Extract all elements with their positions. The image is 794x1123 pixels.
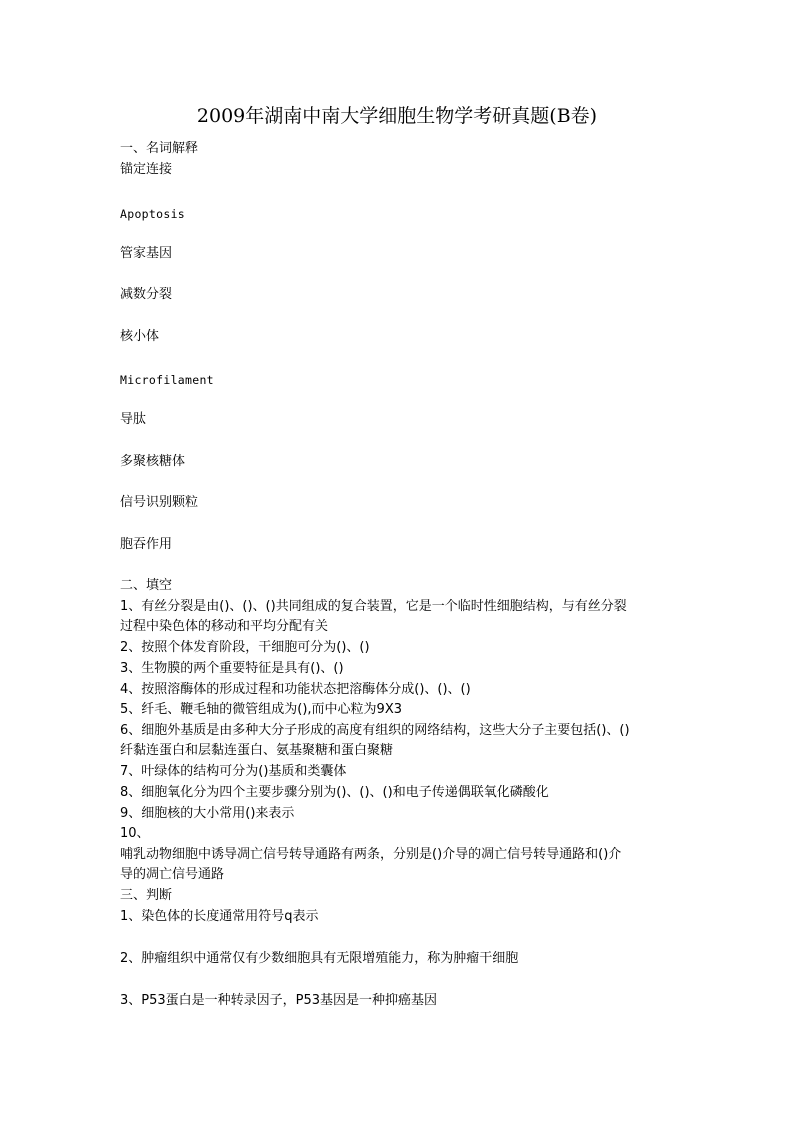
fill-line: 9、细胞核的大小常用()来表示	[120, 806, 295, 821]
fill-line: 2、按照个体发育阶段，干细胞可分为()、()	[120, 640, 370, 655]
fill-line: 3、生物膜的两个重要特征是具有()、()	[120, 661, 344, 676]
fill-line: 哺乳动物细胞中诱导凋亡信号转导通路有两条，分别是()介导的凋亡信号转导通路和()介	[120, 847, 622, 862]
section-heading-judge: 三、判断	[120, 888, 173, 903]
term-item: 减数分裂	[120, 287, 173, 302]
term-item: 管家基因	[120, 246, 173, 261]
term-item: Apoptosis	[120, 207, 186, 221]
term-item: 导肽	[120, 412, 147, 427]
judge-item: 2、肿瘤组织中通常仅有少数细胞具有无限增殖能力，称为肿瘤干细胞	[120, 951, 519, 966]
fill-line: 7、叶绿体的结构可分为()基质和类囊体	[120, 764, 347, 779]
fill-line: 过程中染色体的移动和平均分配有关	[120, 619, 329, 634]
fill-line: 6、细胞外基质是由多种大分子形成的高度有组织的网络结构，这些大分子主要包括()、()	[120, 723, 630, 738]
judge-item: 3、P53蛋白是一种转录因子，P53基因是一种抑癌基因	[120, 993, 438, 1008]
term-item: 信号识别颗粒	[120, 495, 199, 510]
section-heading-fill: 二、填空	[120, 578, 173, 593]
fill-line: 10、	[120, 826, 150, 841]
fill-line: 5、纤毛、鞭毛轴的微管组成为(),而中心粒为9X3	[120, 702, 402, 717]
fill-line: 4、按照溶酶体的形成过程和功能状态把溶酶体分成()、()、()	[120, 682, 471, 697]
term-item: 胞吞作用	[120, 537, 173, 552]
term-item: 核小体	[120, 329, 160, 344]
page-title: 2009年湖南中南大学细胞生物学考研真题(B卷)	[196, 105, 598, 127]
term-item: 锚定连接	[120, 162, 173, 177]
fill-line: 1、有丝分裂是由()、()、()共同组成的复合装置，它是一个临时性细胞结构，与有丝分裂	[120, 599, 627, 614]
term-item: 多聚核糖体	[120, 454, 186, 469]
fill-line: 导的凋亡信号通路	[120, 867, 225, 882]
fill-line: 纤黏连蛋白和层黏连蛋白、氨基聚糖和蛋白聚糖	[120, 743, 394, 758]
fill-line: 8、细胞氧化分为四个主要步骤分别为()、()、()和电子传递偶联氧化磷酸化	[120, 785, 549, 800]
judge-item: 1、染色体的长度通常用符号q表示	[120, 909, 319, 924]
section-heading-terms: 一、名词解释	[120, 141, 199, 156]
term-item: Microfilament	[120, 373, 214, 387]
